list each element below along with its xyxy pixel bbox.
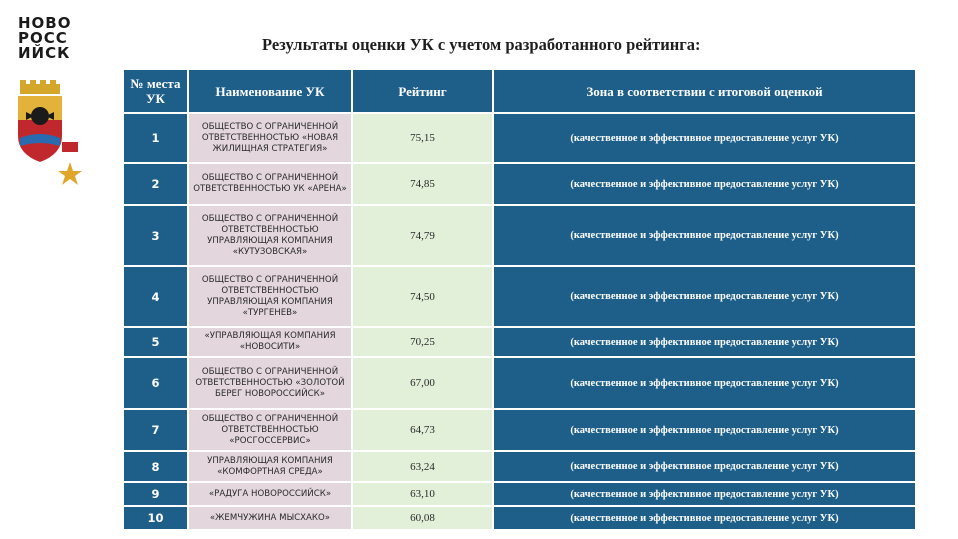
logo-line: РОСС (18, 29, 68, 47)
table-row (123, 163, 916, 205)
company-name-cell: УПРАВЛЯЮЩАЯ КОМПАНИЯ «КОМФОРТНАЯ СРЕДА» (188, 451, 352, 482)
zone-cell: (качественное и эффективное предоставление услуг УК) (493, 357, 916, 409)
table-row (123, 506, 916, 530)
table-row (123, 451, 916, 482)
zone-cell: (качественное и эффективное предоставление услуг УК) (493, 113, 916, 163)
column-header-name: Наименование УК (188, 69, 352, 113)
company-name-cell: «РАДУГА НОВОРОССИЙСК» (188, 482, 352, 506)
company-name-cell: ОБЩЕСТВО С ОГРАНИЧЕННОЙ ОТВЕТСТВЕННОСТЬЮ «НОВАЯ ЖИЛИЩНАЯ СТРАТЕГИЯ» (188, 113, 352, 163)
rating-cell: 64,73 (352, 409, 493, 451)
table-row (123, 266, 916, 327)
coat-of-arms-icon (14, 80, 86, 192)
rating-cell: 74,79 (352, 205, 493, 266)
zone-cell: (качественное и эффективное предоставление услуг УК) (493, 205, 916, 266)
column-header-rating: Рейтинг (352, 69, 493, 113)
rating-cell: 60,08 (352, 506, 493, 530)
company-name-cell: «УПРАВЛЯЮЩАЯ КОМПАНИЯ «НОВОСИТИ» (188, 327, 352, 357)
logo-line: ИЙСК (18, 44, 71, 62)
column-header-zone: Зона в соответствии с итоговой оценкой (493, 69, 916, 113)
company-name-cell: ОБЩЕСТВО С ОГРАНИЧЕННОЙ ОТВЕТСТВЕННОСТЬЮ «ЗОЛОТОЙ БЕРЕГ НОВОРОССИЙСК» (188, 357, 352, 409)
place-cell: 6 (123, 357, 188, 409)
table-row (123, 113, 916, 163)
table-row (123, 205, 916, 266)
company-name-cell: ОБЩЕСТВО С ОГРАНИЧЕННОЙ ОТВЕТСТВЕННОСТЬЮ «РОСГОССЕРВИС» (188, 409, 352, 451)
rating-table (122, 68, 917, 531)
place-cell: 4 (123, 266, 188, 327)
table-row (123, 327, 916, 357)
place-cell: 8 (123, 451, 188, 482)
zone-cell: (качественное и эффективное предоставление услуг УК) (493, 266, 916, 327)
table-row (123, 357, 916, 409)
table-header-row (123, 69, 916, 113)
city-logo-text (18, 16, 72, 61)
company-name-cell: «ЖЕМЧУЖИНА МЫСХАКО» (188, 506, 352, 530)
page-title: Результаты оценки УК с учетом разработанного рейтинга: (262, 35, 701, 54)
table-row (123, 482, 916, 506)
zone-cell: (качественное и эффективное предоставление услуг УК) (493, 163, 916, 205)
company-name-cell: ОБЩЕСТВО С ОГРАНИЧЕННОЙ ОТВЕТСТВЕННОСТЬЮ УПРАВЛЯЮЩАЯ КОМПАНИЯ «КУТУЗОВСКАЯ» (188, 205, 352, 266)
rating-cell: 74,85 (352, 163, 493, 205)
place-cell: 2 (123, 163, 188, 205)
place-cell: 10 (123, 506, 188, 530)
zone-cell: (качественное и эффективное предоставление услуг УК) (493, 451, 916, 482)
place-cell: 7 (123, 409, 188, 451)
rating-cell: 63,24 (352, 451, 493, 482)
zone-cell: (качественное и эффективное предоставление услуг УК) (493, 506, 916, 530)
rating-cell: 74,50 (352, 266, 493, 327)
place-cell: 1 (123, 113, 188, 163)
company-name-cell: ОБЩЕСТВО С ОГРАНИЧЕННОЙ ОТВЕТСТВЕННОСТЬЮ УПРАВЛЯЮЩАЯ КОМПАНИЯ «ТУРГЕНЕВ» (188, 266, 352, 327)
zone-cell: (качественное и эффективное предоставление услуг УК) (493, 482, 916, 506)
company-name-cell: ОБЩЕСТВО С ОГРАНИЧЕННОЙ ОТВЕТСТВЕННОСТЬЮ УК «АРЕНА» (188, 163, 352, 205)
column-header-place: № места УК (123, 69, 188, 113)
place-cell: 9 (123, 482, 188, 506)
zone-cell: (качественное и эффективное предоставление услуг УК) (493, 327, 916, 357)
table-row (123, 409, 916, 451)
place-cell: 3 (123, 205, 188, 266)
logo-line: НОВО (18, 14, 72, 32)
rating-cell: 70,25 (352, 327, 493, 357)
place-cell: 5 (123, 327, 188, 357)
rating-cell: 67,00 (352, 357, 493, 409)
rating-cell: 63,10 (352, 482, 493, 506)
rating-cell: 75,15 (352, 113, 493, 163)
zone-cell: (качественное и эффективное предоставление услуг УК) (493, 409, 916, 451)
